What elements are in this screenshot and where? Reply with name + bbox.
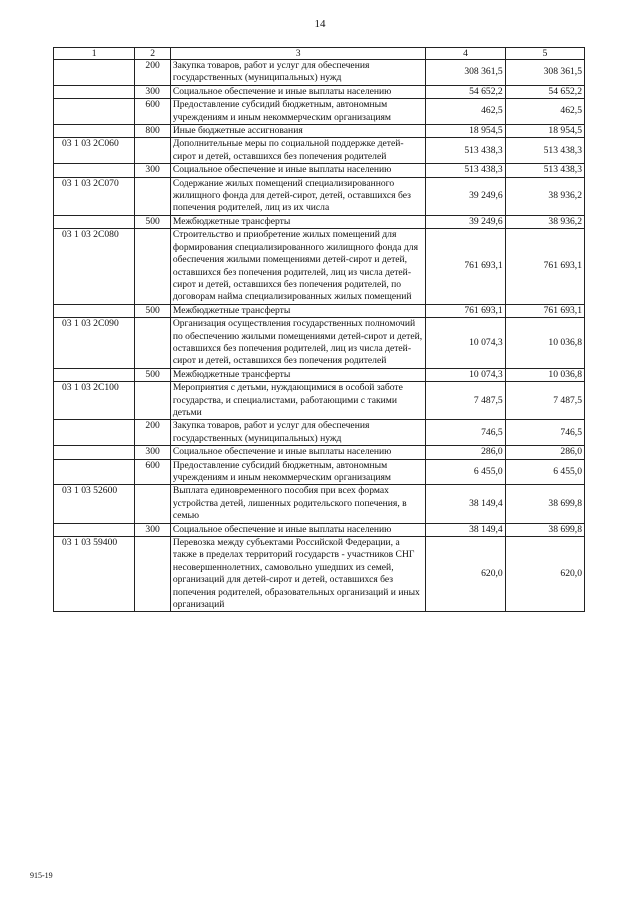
expense-type-cell: 600 [135, 459, 170, 485]
description-cell: Выплата единовременного пособия при всех формах устройства детей, лишенных родительского попечения, в семью [170, 485, 426, 523]
expense-type-cell [135, 229, 170, 304]
column-header: 3 [170, 48, 426, 60]
amount-col5-cell: 746,5 [505, 420, 584, 446]
table-row [54, 229, 585, 304]
column-numbers-row [54, 48, 585, 60]
description-cell: Закупка товаров, работ и услуг для обеспечения государственных (муниципальных) нужд [170, 420, 426, 446]
table-row [54, 99, 585, 125]
description-cell: Дополнительные меры по социальной поддержке детей-сирот и детей, оставшихся без попечения родителей [170, 138, 426, 164]
expense-type-cell: 200 [135, 420, 170, 446]
amount-col5-cell: 308 361,5 [505, 60, 584, 86]
expense-code-cell [54, 304, 135, 317]
expense-code-cell [54, 85, 135, 98]
amount-col4-cell: 39 249,6 [426, 215, 505, 228]
table-row [54, 164, 585, 177]
amount-col4-cell: 746,5 [426, 420, 505, 446]
description-cell: Межбюджетные трансферты [170, 215, 426, 228]
expense-type-cell: 600 [135, 99, 170, 125]
column-header: 2 [135, 48, 170, 60]
description-cell: Социальное обеспечение и иные выплаты населению [170, 85, 426, 98]
amount-col5-cell: 38 699,8 [505, 523, 584, 536]
expense-type-cell: 300 [135, 523, 170, 536]
table-row [54, 138, 585, 164]
amount-col5-cell: 54 652,2 [505, 85, 584, 98]
table-row [54, 368, 585, 381]
expense-type-cell: 300 [135, 446, 170, 459]
expense-code-cell: 03 1 03 52600 [54, 485, 135, 523]
table-body [54, 60, 585, 612]
budget-table [53, 47, 585, 612]
expense-code-cell [54, 125, 135, 138]
amount-col4-cell: 620,0 [426, 537, 505, 612]
amount-col5-cell: 38 699,8 [505, 485, 584, 523]
description-cell: Межбюджетные трансферты [170, 304, 426, 317]
expense-code-cell: 03 1 03 2С070 [54, 177, 135, 215]
expense-type-cell: 500 [135, 304, 170, 317]
description-cell: Межбюджетные трансферты [170, 368, 426, 381]
expense-type-cell [135, 177, 170, 215]
expense-code-cell: 03 1 03 2С090 [54, 318, 135, 369]
expense-code-cell: 03 1 03 2С100 [54, 382, 135, 420]
amount-col4-cell: 6 455,0 [426, 459, 505, 485]
description-cell: Социальное обеспечение и иные выплаты населению [170, 164, 426, 177]
description-cell: Предоставление субсидий бюджетным, автономным учреждениям и иным некоммерческим организациям [170, 99, 426, 125]
table-row [54, 523, 585, 536]
expense-code-cell [54, 60, 135, 86]
expense-type-cell: 300 [135, 85, 170, 98]
table-row [54, 177, 585, 215]
expense-type-cell: 500 [135, 368, 170, 381]
expense-code-cell: 03 1 03 2С060 [54, 138, 135, 164]
amount-col4-cell: 7 487,5 [426, 382, 505, 420]
table-row [54, 446, 585, 459]
table-row [54, 459, 585, 485]
amount-col4-cell: 54 652,2 [426, 85, 505, 98]
table-row [54, 85, 585, 98]
table-row [54, 420, 585, 446]
expense-type-cell [135, 537, 170, 612]
description-cell: Содержание жилых помещений специализированного жилищного фонда для детей-сирот, детей, оставшихся без попечения родителей, лиц из их числа [170, 177, 426, 215]
expense-type-cell [135, 382, 170, 420]
column-header: 4 [426, 48, 505, 60]
table-row [54, 215, 585, 228]
amount-col4-cell: 308 361,5 [426, 60, 505, 86]
amount-col5-cell: 462,5 [505, 99, 584, 125]
amount-col5-cell: 38 936,2 [505, 177, 584, 215]
amount-col4-cell: 462,5 [426, 99, 505, 125]
page-number: 14 [314, 18, 326, 30]
table-row [54, 318, 585, 369]
column-header: 5 [505, 48, 584, 60]
table-row [54, 125, 585, 138]
expense-type-cell: 800 [135, 125, 170, 138]
amount-col4-cell: 38 149,4 [426, 523, 505, 536]
description-cell: Социальное обеспечение и иные выплаты населению [170, 446, 426, 459]
amount-col4-cell: 513 438,3 [426, 138, 505, 164]
amount-col4-cell: 38 149,4 [426, 485, 505, 523]
amount-col5-cell: 761 693,1 [505, 229, 584, 304]
amount-col5-cell: 620,0 [505, 537, 584, 612]
expense-code-cell: 03 1 03 2С080 [54, 229, 135, 304]
expense-code-cell [54, 459, 135, 485]
amount-col5-cell: 513 438,3 [505, 164, 584, 177]
amount-col5-cell: 286,0 [505, 446, 584, 459]
amount-col4-cell: 513 438,3 [426, 164, 505, 177]
table-row [54, 304, 585, 317]
description-cell: Перевозка между субъектами Российской Федерации, а также в пределах территорий государств - участников СНГ несовершеннолетних, самовольно ушедших из семей, организаций для детей-сирот и детей, оставшихся без попечения родителей, образовательных организаций и иных организаций [170, 537, 426, 612]
expense-type-cell: 200 [135, 60, 170, 86]
amount-col5-cell: 10 036,8 [505, 368, 584, 381]
table-row [54, 485, 585, 523]
amount-col5-cell: 6 455,0 [505, 459, 584, 485]
expense-code-cell [54, 523, 135, 536]
amount-col5-cell: 513 438,3 [505, 138, 584, 164]
description-cell: Мероприятия с детьми, нуждающимися в особой заботе государства, и специалистами, работающими с такими детьми [170, 382, 426, 420]
expense-type-cell: 500 [135, 215, 170, 228]
expense-code-cell [54, 164, 135, 177]
amount-col5-cell: 38 936,2 [505, 215, 584, 228]
expense-code-cell [54, 368, 135, 381]
expense-code-cell [54, 446, 135, 459]
table-row [54, 60, 585, 86]
amount-col5-cell: 7 487,5 [505, 382, 584, 420]
amount-col5-cell: 18 954,5 [505, 125, 584, 138]
table-row [54, 382, 585, 420]
description-cell: Строительство и приобретение жилых помещений для формирования специализированного жилищного фонда для обеспечения жилыми помещениями детей-сирот и детей, оставшихся без попечения родителей, лиц из числа детей-сирот и детей, оставшихся без попечения родителей, по договорам найма специализированных жилых помещений [170, 229, 426, 304]
description-cell: Организация осуществления государственных полномочий по обеспечению жилыми помещениями детей-сирот и детей, оставшихся без попечения родителей, лиц из числа детей-сирот и детей, оставшихся без попечения родителей [170, 318, 426, 369]
amount-col4-cell: 761 693,1 [426, 304, 505, 317]
amount-col4-cell: 18 954,5 [426, 125, 505, 138]
expense-code-cell [54, 215, 135, 228]
amount-col4-cell: 761 693,1 [426, 229, 505, 304]
column-header: 1 [54, 48, 135, 60]
amount-col4-cell: 10 074,3 [426, 368, 505, 381]
description-cell: Иные бюджетные ассигнования [170, 125, 426, 138]
expense-code-cell: 03 1 03 59400 [54, 537, 135, 612]
description-cell: Закупка товаров, работ и услуг для обеспечения государственных (муниципальных) нужд [170, 60, 426, 86]
table-row [54, 537, 585, 612]
expense-code-cell [54, 99, 135, 125]
expense-type-cell [135, 318, 170, 369]
expense-type-cell [135, 138, 170, 164]
expense-code-cell [54, 420, 135, 446]
amount-col5-cell: 10 036,8 [505, 318, 584, 369]
amount-col4-cell: 286,0 [426, 446, 505, 459]
expense-type-cell: 300 [135, 164, 170, 177]
description-cell: Социальное обеспечение и иные выплаты населению [170, 523, 426, 536]
description-cell: Предоставление субсидий бюджетным, автономным учреждениям и иным некоммерческим организациям [170, 459, 426, 485]
amount-col4-cell: 39 249,6 [426, 177, 505, 215]
expense-type-cell [135, 485, 170, 523]
amount-col5-cell: 761 693,1 [505, 304, 584, 317]
amount-col4-cell: 10 074,3 [426, 318, 505, 369]
document-code: 915-19 [30, 871, 53, 880]
